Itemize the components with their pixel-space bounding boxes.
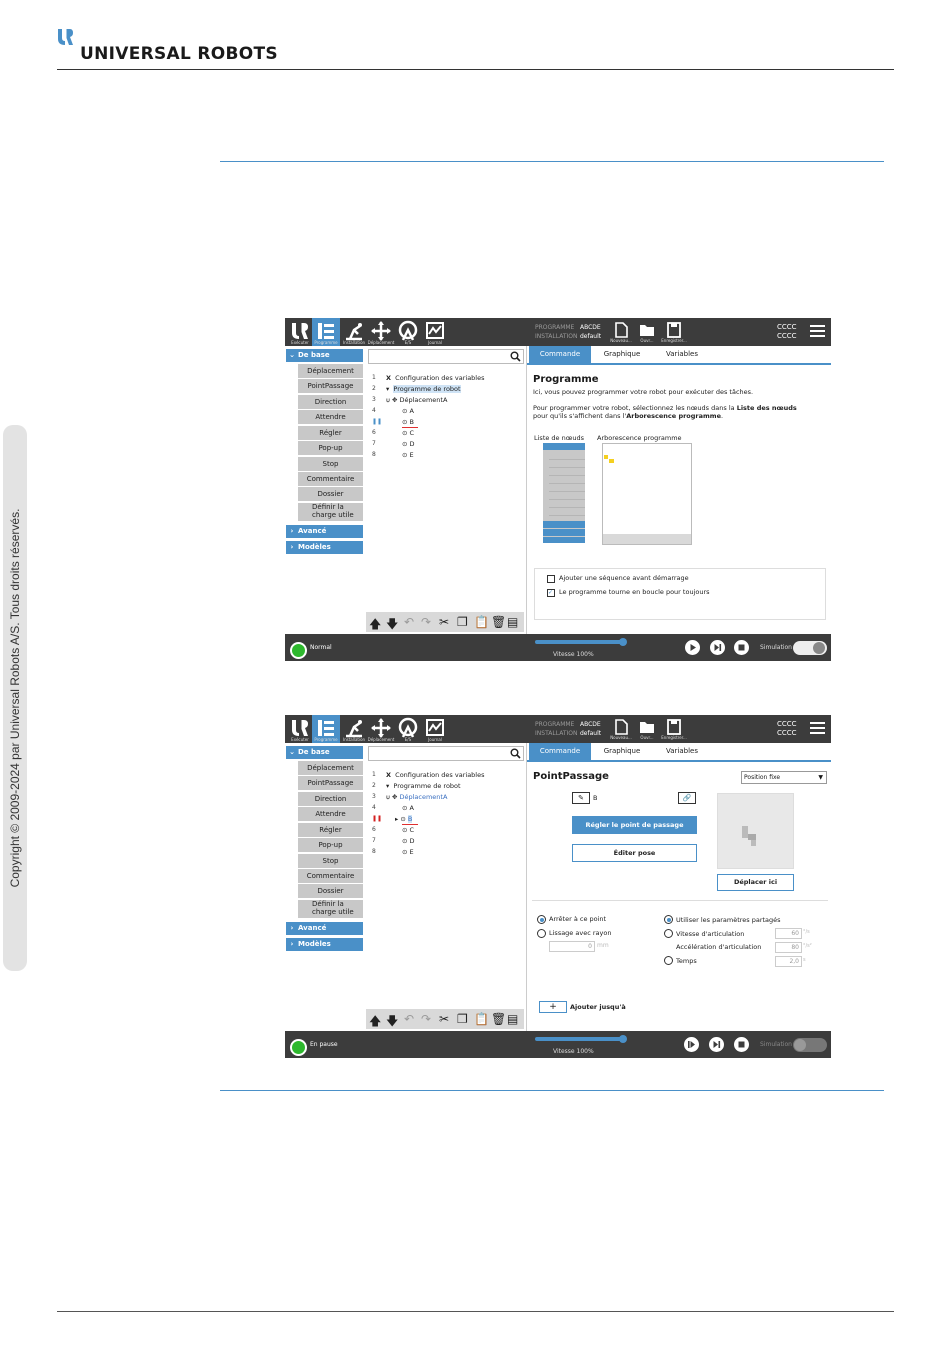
main-content bbox=[285, 743, 831, 1031]
time-field[interactable]: 2,0 bbox=[775, 956, 802, 967]
stop-here-radio[interactable] bbox=[537, 915, 546, 924]
sidebar-item-stop[interactable]: Stop bbox=[298, 457, 363, 471]
tree-row-waypoint[interactable]: ⊙ D bbox=[402, 837, 415, 845]
joint-accel-field[interactable]: 80 bbox=[775, 942, 802, 953]
simulation-label: Simulation bbox=[760, 644, 792, 651]
tab-run-label: Exécuter bbox=[291, 737, 309, 742]
time-label: Temps bbox=[676, 957, 697, 965]
shared-params-label: Utiliser les paramètres partagés bbox=[676, 916, 781, 924]
chevron-down-icon: ⌄ bbox=[289, 351, 295, 359]
play-button[interactable] bbox=[685, 640, 700, 655]
joint-speed-radio[interactable] bbox=[664, 929, 673, 938]
move-down-icon[interactable]: 🡇 bbox=[386, 617, 399, 631]
program-label: PROGRAMME bbox=[535, 324, 575, 331]
save-file-label: Enregistrer... bbox=[661, 338, 687, 343]
tree-toolbar bbox=[366, 1009, 524, 1029]
sidebar-item-set[interactable]: Régler bbox=[298, 426, 363, 440]
sidebar-item-popup[interactable]: Pop-up bbox=[298, 441, 363, 455]
program-icon[interactable] bbox=[314, 320, 338, 342]
play-icon bbox=[685, 640, 700, 655]
link-icon[interactable]: 🔗 bbox=[678, 792, 696, 804]
status-bar bbox=[285, 634, 831, 661]
user-line-2: CCCC bbox=[777, 729, 797, 737]
paste-icon[interactable]: 📋 bbox=[474, 615, 489, 629]
tab-installation-label: Installation bbox=[342, 340, 366, 345]
sidebar-item-move[interactable]: Déplacement bbox=[298, 761, 363, 775]
save-file-label: Enregistrer... bbox=[661, 735, 687, 740]
tree-row-robot-program[interactable]: ▾ Programme de robot bbox=[386, 782, 461, 790]
sidebar-item-direction[interactable]: Direction bbox=[298, 395, 363, 409]
tab-log-label: Journal bbox=[428, 340, 442, 345]
joint-accel-label: Accélération d'articulation bbox=[676, 943, 762, 951]
tree-highlight-underline bbox=[402, 427, 418, 428]
tab-variables[interactable]: Variables bbox=[666, 350, 698, 358]
tab-program-label: Programme bbox=[314, 737, 338, 742]
line-number: 8 bbox=[372, 451, 376, 458]
time-radio[interactable] bbox=[664, 956, 673, 965]
io-icon[interactable] bbox=[396, 320, 420, 342]
log-icon[interactable] bbox=[423, 320, 447, 342]
tab-program-label: Programme bbox=[314, 340, 338, 345]
robot-preview bbox=[717, 793, 794, 869]
program-installation-labels bbox=[535, 720, 577, 738]
tab-command[interactable]: Commande bbox=[529, 743, 591, 760]
shared-params-radio[interactable] bbox=[664, 915, 673, 924]
line-number: 4 bbox=[372, 407, 376, 414]
speed-readout: Vitesse 100% bbox=[553, 651, 594, 658]
search-icon bbox=[510, 351, 521, 362]
chevron-right-icon: › bbox=[290, 940, 294, 948]
tree-toolbar bbox=[366, 612, 524, 632]
tree-search-input[interactable] bbox=[368, 746, 524, 761]
tab-io-label: E/S bbox=[404, 737, 412, 742]
user-line-2: CCCC bbox=[777, 332, 797, 340]
step-icon bbox=[710, 640, 725, 655]
copy-icon[interactable]: ❐ bbox=[457, 615, 468, 629]
tree-row-waypoint[interactable]: ⊙ D bbox=[402, 440, 415, 448]
line-number: 8 bbox=[372, 848, 376, 855]
loop-forever-checkbox[interactable]: ✓ bbox=[548, 589, 554, 596]
blend-radius-field[interactable]: 0 bbox=[549, 941, 595, 952]
program-value: ABCDE bbox=[580, 721, 601, 728]
new-file-icon[interactable] bbox=[610, 718, 632, 736]
sidebar-advanced-header[interactable]: › Avancé bbox=[286, 525, 363, 538]
user-labels bbox=[777, 720, 797, 738]
installation-label: INSTALLATION bbox=[535, 730, 578, 737]
panel-instructions: Pour programmer votre robot, sélectionnez les nœuds dans la Liste des nœuds pour qu'ils s'affichent dans l'Arborescence programme. bbox=[533, 404, 797, 420]
sidebar-item-popup[interactable]: Pop-up bbox=[298, 838, 363, 852]
tab-graphic[interactable]: Graphique bbox=[603, 350, 641, 358]
resume-button[interactable] bbox=[684, 1037, 699, 1052]
user-line-1: CCCC bbox=[777, 720, 797, 728]
chevron-right-icon: › bbox=[290, 527, 294, 535]
resume-icon bbox=[684, 1037, 699, 1052]
sidebar-advanced-header[interactable]: › Avancé bbox=[286, 922, 363, 935]
tree-row-variables[interactable]: X Configuration des variables bbox=[386, 374, 485, 382]
section-rule-bottom bbox=[220, 1090, 884, 1091]
delete-icon[interactable]: 🗑 bbox=[491, 1012, 507, 1026]
line-paused-marker: ❚❚ bbox=[372, 418, 383, 425]
add-until-label: Ajouter jusqu'à bbox=[570, 1003, 626, 1011]
save-disk-icon[interactable] bbox=[663, 718, 685, 736]
tree-row-waypoint[interactable]: ⊙ C bbox=[402, 826, 415, 834]
tab-move-label: Déplacement bbox=[367, 340, 395, 345]
blend-radius-radio[interactable] bbox=[537, 929, 546, 938]
rename-pencil-icon[interactable]: ✎ bbox=[572, 792, 590, 804]
tab-run-label: Exécuter bbox=[291, 340, 309, 345]
move-up-icon[interactable]: 🡅 bbox=[369, 617, 382, 631]
tab-log-label: Journal bbox=[428, 737, 442, 742]
status-led-icon bbox=[290, 642, 307, 659]
stop-icon bbox=[734, 1037, 749, 1052]
speed-slider[interactable] bbox=[535, 1037, 623, 1041]
new-file-label: Nouveau... bbox=[610, 338, 632, 343]
log-icon[interactable] bbox=[423, 717, 447, 739]
tree-row-waypoint[interactable]: ⊙ E bbox=[402, 451, 414, 459]
panel-title: Programme bbox=[533, 374, 599, 385]
stop-button[interactable] bbox=[734, 640, 749, 655]
top-toolbar bbox=[285, 715, 831, 743]
hamburger-menu-icon[interactable] bbox=[810, 325, 825, 327]
tree-row-waypoint[interactable]: ⊙ A bbox=[402, 407, 414, 415]
sidebar-item-folder[interactable]: Dossier bbox=[298, 487, 363, 501]
sidebar-basic-header[interactable]: ⌄ De base bbox=[286, 349, 363, 362]
stop-button[interactable] bbox=[734, 1037, 749, 1052]
sidebar-item-set[interactable]: Régler bbox=[298, 823, 363, 837]
delete-icon[interactable]: 🗑 bbox=[491, 615, 507, 629]
program-tree bbox=[366, 346, 524, 634]
section-divider bbox=[532, 900, 828, 901]
line-number: 6 bbox=[372, 429, 376, 436]
dropdown-arrow-icon: ▼ bbox=[818, 774, 823, 781]
tree-row-robot-program[interactable]: ▾ Programme de robot bbox=[386, 385, 461, 393]
program-value: ABCDE bbox=[580, 324, 601, 331]
line-number: 2 bbox=[372, 385, 376, 392]
installation-label: INSTALLATION bbox=[535, 333, 578, 340]
stop-icon bbox=[734, 640, 749, 655]
ur-run-icon[interactable] bbox=[288, 717, 312, 739]
tree-row-movej[interactable]: ⍦ ✥ DéplacementA bbox=[386, 396, 448, 404]
installation-icon[interactable] bbox=[342, 717, 366, 739]
sidebar-item-move[interactable]: Déplacement bbox=[298, 364, 363, 378]
program-tree bbox=[366, 743, 524, 1031]
footer-rule bbox=[57, 1311, 894, 1312]
panel-tabs bbox=[527, 743, 831, 762]
speed-slider[interactable] bbox=[535, 640, 623, 644]
redo-icon[interactable]: ↷ bbox=[421, 615, 432, 629]
line-number: 4 bbox=[372, 804, 376, 811]
undo-icon[interactable]: ↶ bbox=[404, 1012, 415, 1026]
panel-title: PointPassage bbox=[533, 771, 609, 782]
set-waypoint-button[interactable]: Régler le point de passage bbox=[572, 816, 697, 834]
copyright-text: Copyright © 2009-2024 par Universal Robots A/S. Tous droits réservés. bbox=[8, 508, 22, 888]
tab-command[interactable]: Commande bbox=[529, 346, 591, 363]
tree-row-movej[interactable]: ⍦ ✥ DéplacementA bbox=[386, 793, 448, 801]
user-line-1: CCCC bbox=[777, 323, 797, 331]
line-number: 7 bbox=[372, 440, 376, 447]
stop-here-label: Arrêter à ce point bbox=[549, 915, 607, 923]
redo-icon[interactable]: ↷ bbox=[421, 1012, 432, 1026]
sidebar-item-comment[interactable]: Commentaire bbox=[298, 869, 363, 883]
speed-slider-handle[interactable] bbox=[619, 1035, 627, 1043]
joint-speed-field[interactable]: 60 bbox=[775, 928, 802, 939]
tree-row-waypoint[interactable]: ⊙ B bbox=[402, 418, 414, 426]
tab-move-label: Déplacement bbox=[367, 737, 395, 742]
simulation-toggle[interactable] bbox=[793, 1038, 827, 1052]
simulation-label: Simulation bbox=[760, 1041, 792, 1048]
line-number: 6 bbox=[372, 826, 376, 833]
node-sidebar bbox=[285, 346, 365, 634]
tab-io-label: E/S bbox=[404, 340, 412, 345]
sidebar-item-comment[interactable]: Commentaire bbox=[298, 472, 363, 486]
main-content bbox=[285, 346, 831, 634]
panel-intro: Ici, vous pouvez programmer votre robot pour exécuter des tâches. bbox=[533, 388, 754, 396]
sidebar-item-direction[interactable]: Direction bbox=[298, 792, 363, 806]
program-installation-values bbox=[580, 323, 601, 341]
top-toolbar bbox=[285, 318, 831, 346]
hamburger-menu-icon[interactable] bbox=[810, 722, 825, 724]
waypoint-type-dropdown[interactable]: Position fixe ▼ bbox=[741, 771, 827, 784]
sidebar-item-stop[interactable]: Stop bbox=[298, 854, 363, 868]
line-number: 3 bbox=[372, 793, 376, 800]
tree-row-waypoint[interactable]: ⊙ A bbox=[402, 804, 414, 812]
simulation-toggle[interactable] bbox=[793, 641, 827, 655]
chevron-down-icon: ⌄ bbox=[289, 748, 295, 756]
status-bar bbox=[285, 1031, 831, 1058]
installation-icon[interactable] bbox=[342, 320, 366, 342]
program-label: PROGRAMME bbox=[535, 721, 575, 728]
program-installation-labels bbox=[535, 323, 577, 341]
speed-readout: Vitesse 100% bbox=[553, 1048, 594, 1055]
speed-slider-handle[interactable] bbox=[619, 638, 627, 646]
paste-icon[interactable]: 📋 bbox=[474, 1012, 489, 1026]
screenshot-waypoint-screen bbox=[285, 715, 831, 1058]
sidebar-item-waypoint[interactable]: PointPassage bbox=[298, 776, 363, 790]
tree-search-input[interactable] bbox=[368, 349, 524, 364]
save-disk-icon[interactable] bbox=[663, 321, 685, 339]
program-installation-values bbox=[580, 720, 601, 738]
step-icon bbox=[709, 1037, 724, 1052]
joint-speed-label: Vitesse d'articulation bbox=[676, 930, 745, 938]
search-icon bbox=[510, 748, 521, 759]
blend-radius-unit: mm bbox=[597, 942, 609, 949]
screenshot-program-screen bbox=[285, 318, 831, 661]
move-icon[interactable] bbox=[369, 320, 393, 342]
sidebar-item-set-payload[interactable]: Définir la charge utile bbox=[298, 900, 363, 918]
line-number: 1 bbox=[372, 771, 376, 778]
program-icon[interactable] bbox=[314, 717, 338, 739]
robot-arm-icon bbox=[718, 794, 793, 868]
blend-radius-label: Lissage avec rayon bbox=[549, 929, 612, 937]
line-paused-marker: ❚❚ bbox=[372, 815, 383, 822]
mini-program-tree bbox=[602, 443, 692, 545]
status-led-icon bbox=[290, 1039, 307, 1056]
tab-graphic[interactable]: Graphique bbox=[603, 747, 641, 755]
user-labels bbox=[777, 323, 797, 341]
robot-status: Normal bbox=[310, 644, 332, 651]
new-file-icon[interactable] bbox=[610, 321, 632, 339]
move-down-icon[interactable]: 🡇 bbox=[386, 1014, 399, 1028]
joint-speed-unit: °/s bbox=[803, 929, 810, 935]
brand-name: UNIVERSAL ROBOTS bbox=[80, 44, 278, 64]
command-panel bbox=[526, 346, 831, 634]
copy-icon[interactable]: ❐ bbox=[457, 1012, 468, 1026]
joint-accel-unit: °/s² bbox=[803, 943, 812, 949]
line-number: 3 bbox=[372, 396, 376, 403]
step-button[interactable] bbox=[709, 1037, 724, 1052]
sidebar-basic-header[interactable]: ⌄ De base bbox=[286, 746, 363, 759]
chevron-right-icon: › bbox=[290, 924, 294, 932]
ur-run-icon[interactable] bbox=[288, 320, 312, 342]
io-icon[interactable] bbox=[396, 717, 420, 739]
sidebar-templates-header[interactable]: › Modèles bbox=[286, 938, 363, 951]
tab-variables[interactable]: Variables bbox=[666, 747, 698, 755]
open-folder-icon[interactable] bbox=[636, 321, 658, 339]
open-file-label: Ouvr... bbox=[640, 338, 654, 343]
ur-logo-icon bbox=[57, 28, 74, 46]
tree-highlight-underline bbox=[402, 824, 418, 825]
sidebar-item-waypoint[interactable]: PointPassage bbox=[298, 379, 363, 393]
installation-value: default bbox=[580, 333, 602, 340]
line-number: 2 bbox=[372, 782, 376, 789]
cut-icon[interactable]: ✂ bbox=[439, 1012, 450, 1026]
node-sidebar bbox=[285, 743, 365, 1031]
new-file-label: Nouveau... bbox=[610, 735, 632, 740]
suppress-icon[interactable]: ▤ bbox=[507, 615, 519, 629]
move-up-icon[interactable]: 🡅 bbox=[369, 1014, 382, 1028]
tab-installation-label: Installation bbox=[342, 737, 366, 742]
sidebar-templates-header[interactable]: › Modèles bbox=[286, 541, 363, 554]
loop-options-box bbox=[534, 568, 826, 620]
edit-pose-button[interactable]: Éditer pose bbox=[572, 844, 697, 862]
open-file-label: Ouvr... bbox=[640, 735, 654, 740]
add-until-plus-button[interactable]: + bbox=[539, 1001, 567, 1013]
tree-row-variables[interactable]: X Configuration des variables bbox=[386, 771, 485, 779]
time-unit: s bbox=[803, 957, 806, 963]
installation-value: default bbox=[580, 730, 602, 737]
waypoint-name: B bbox=[593, 794, 598, 802]
panel-tabs bbox=[527, 346, 831, 365]
move-here-button[interactable]: Déplacer ici bbox=[717, 874, 794, 891]
sidebar-item-folder[interactable]: Dossier bbox=[298, 884, 363, 898]
tree-row-waypoint[interactable]: ⊙ E bbox=[402, 848, 414, 856]
section-rule-top bbox=[220, 161, 884, 162]
cut-icon[interactable]: ✂ bbox=[439, 615, 450, 629]
line-number: 1 bbox=[372, 374, 376, 381]
add-before-start-checkbox[interactable] bbox=[547, 575, 555, 583]
open-folder-icon[interactable] bbox=[636, 718, 658, 736]
robot-status: En pause bbox=[310, 1041, 338, 1048]
sidebar-item-wait[interactable]: Attendre bbox=[298, 410, 363, 424]
node-list-label: Liste de nœuds bbox=[534, 434, 585, 442]
header-rule bbox=[57, 69, 894, 70]
tree-row-waypoint[interactable]: ⊙ C bbox=[402, 429, 415, 437]
loop-forever-label: Le programme tourne en boucle pour toujours bbox=[559, 588, 710, 596]
suppress-icon[interactable]: ▤ bbox=[507, 1012, 519, 1026]
move-icon[interactable] bbox=[369, 717, 393, 739]
undo-icon[interactable]: ↶ bbox=[404, 615, 415, 629]
program-tree-label: Arborescence programme bbox=[597, 434, 682, 442]
tree-row-waypoint-selected[interactable]: ▸ ⊙ B bbox=[395, 815, 413, 823]
step-button[interactable] bbox=[710, 640, 725, 655]
sidebar-item-wait[interactable]: Attendre bbox=[298, 807, 363, 821]
mini-node-list bbox=[543, 443, 585, 543]
add-before-start-label: Ajouter une séquence avant démarrage bbox=[559, 574, 689, 582]
chevron-right-icon: › bbox=[290, 543, 294, 551]
line-number: 7 bbox=[372, 837, 376, 844]
sidebar-item-set-payload[interactable]: Définir la charge utile bbox=[298, 503, 363, 521]
command-panel bbox=[526, 743, 831, 1031]
